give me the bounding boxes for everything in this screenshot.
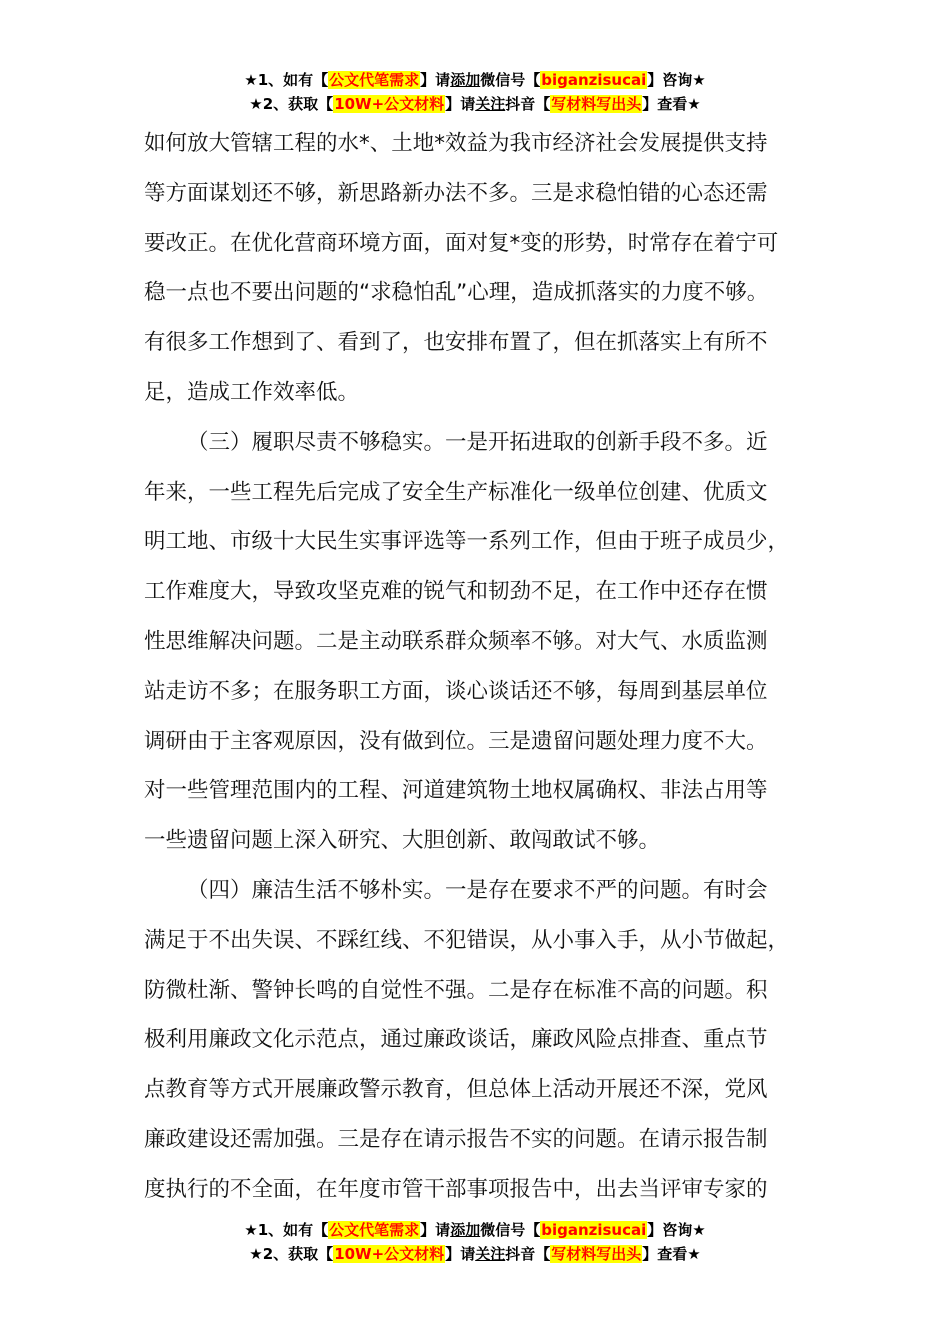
body-line: 等方面谋划还不够，新思路新办法不多。三是求稳怕错的心态还需 [144, 180, 768, 206]
banner-highlight: 写材料写出头 [551, 1245, 642, 1263]
body-line: 工作难度大，导致攻坚克难的锐气和韧劲不足，在工作中还存在惯 [144, 579, 768, 605]
body-line: 性思维解决问题。二是主动联系群众频率不够。对大气、水质监测 [144, 628, 768, 654]
body-line: 防微杜渐、警钟长鸣的自觉性不强。二是存在标准不高的问题。积 [144, 977, 768, 1003]
body-line: 极利用廉政文化示范点，通过廉政谈话，廉政风险点排查、重点节 [144, 1027, 768, 1053]
header-banner [0, 68, 950, 116]
banner-text: 微信号【 [480, 71, 541, 89]
body-line: 对一些管理范围内的工程、河道建筑物土地权属确权、非法占用等 [144, 778, 768, 804]
banner-text: 】请 [420, 1221, 451, 1239]
footer-banner-line-1 [0, 1218, 950, 1242]
banner-text: 】请 [420, 71, 451, 89]
banner-text: 微信号【 [480, 1221, 541, 1239]
body-line: 年来，一些工程先后完成了安全生产标准化一级单位创建、优质文 [144, 479, 768, 505]
section-heading-line: （三）履职尽责不够稳实。一是开拓进取的创新手段不多。近 [187, 429, 768, 455]
banner-underlined-text: 添加 [450, 71, 481, 89]
body-line: 明工地、市级十大民生实事评选等一系列工作，但由于班子成员少， [144, 529, 790, 555]
banner-text: ★2、获取【 [249, 1245, 334, 1263]
body-line: 调研由于主客观原因，没有做到位。三是遗留问题处理力度不大。 [144, 728, 768, 754]
body-line: 点教育等方式开展廉政警示教育，但总体上活动开展还不深，党风 [144, 1077, 768, 1103]
body-line: 一些遗留问题上深入研究、大胆创新、敢闯敢试不够。 [144, 828, 661, 854]
banner-underlined-text: 关注 [475, 95, 506, 113]
banner-highlight: 10W+公文材料 [334, 95, 445, 113]
banner-text: 】查看★ [642, 1245, 701, 1263]
banner-text: 抖音【 [505, 95, 551, 113]
banner-text: 】请 [445, 95, 476, 113]
banner-text: 抖音【 [505, 1245, 551, 1263]
body-line: 如何放大管辖工程的水*、土地*效益为我市经济社会发展提供支持 [144, 131, 768, 156]
banner-highlight: biganzisucai [541, 71, 647, 89]
banner-underlined-text: 关注 [475, 1245, 506, 1263]
banner-highlight: 公文代笔需求 [329, 1221, 420, 1239]
body-line: 满足于不出失误、不踩红线、不犯错误，从小事入手，从小节做起， [144, 927, 790, 953]
banner-text: 】查看★ [642, 95, 701, 113]
body-line: 有很多工作想到了、看到了，也安排布置了，但在抓落实上有所不 [144, 330, 768, 356]
footer-banner [0, 1218, 950, 1266]
banner-highlight: 公文代笔需求 [329, 71, 420, 89]
banner-text: ★1、如有【 [244, 1221, 329, 1239]
header-banner-line-2 [0, 92, 950, 116]
banner-highlight: 10W+公文材料 [334, 1245, 445, 1263]
banner-text: ★1、如有【 [244, 71, 329, 89]
banner-text: ★2、获取【 [249, 95, 334, 113]
banner-text: 】咨询★ [647, 1221, 706, 1239]
banner-underlined-text: 添加 [450, 1221, 481, 1239]
body-line: 廉政建设还需加强。三是存在请示报告不实的问题。在请示报告制 [144, 1126, 768, 1152]
banner-text: 】请 [445, 1245, 476, 1263]
document-body [144, 119, 834, 1215]
body-line: 要改正。在优化营商环境方面，面对复*变的形势，时常存在着宁可 [144, 230, 779, 256]
body-line: 度执行的不全面，在年度市管干部事项报告中，出去当评审专家的 [144, 1176, 768, 1202]
body-line: 足，造成工作效率低。 [144, 379, 360, 405]
banner-text: 】咨询★ [647, 71, 706, 89]
banner-highlight: biganzisucai [541, 1221, 647, 1239]
header-banner-line-1 [0, 68, 950, 92]
footer-banner-line-2 [0, 1242, 950, 1266]
banner-highlight: 写材料写出头 [551, 95, 642, 113]
body-line: 站走访不多；在服务职工方面，谈心谈话还不够，每周到基层单位 [144, 678, 768, 704]
body-line: 稳一点也不要出问题的“求稳怕乱”心理，造成抓落实的力度不够。 [144, 280, 769, 306]
section-heading-line: （四）廉洁生活不够朴实。一是存在要求不严的问题。有时会 [187, 877, 768, 903]
